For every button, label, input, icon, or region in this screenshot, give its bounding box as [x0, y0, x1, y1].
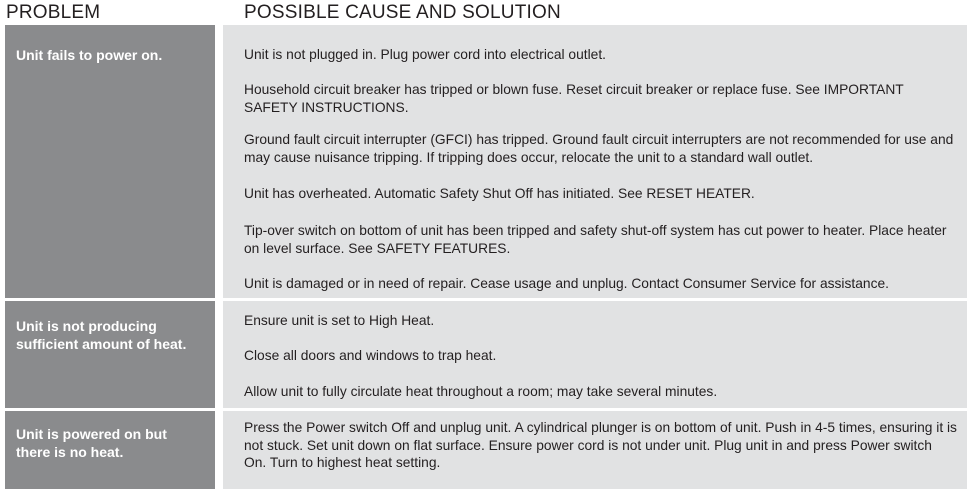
troubleshooting-row	[5, 25, 967, 298]
solution-item: Unit is not plugged in. Plug power cord into electrical outlet.	[244, 47, 606, 62]
solution-item: Ensure unit is set to High Heat.	[244, 313, 435, 328]
solution-item: Household circuit breaker has tripped or blown fuse. Reset circuit breaker or replace fuse. See IMPORTANT SAFETY INSTRUCTIONS.	[244, 82, 904, 115]
problem-cell: Unit is not producing sufficient amount of heat.	[5, 301, 215, 408]
troubleshooting-row	[5, 411, 967, 489]
solution-item: Allow unit to fully circulate heat throughout a room; may take several minutes.	[244, 384, 718, 399]
solution-cell	[223, 301, 967, 408]
solution-item: Tip-over switch on bottom of unit has been tripped and safety shut-off system has cut power to heater. Place heater on level surface. See SAFETY FEATURES.	[244, 223, 947, 256]
solution-item: Close all doors and windows to trap heat.	[244, 348, 497, 363]
solution-cell	[223, 411, 967, 489]
solution-item: Unit is damaged or in need of repair. Cease usage and unplug. Contact Consumer Service for assistance.	[244, 276, 889, 291]
problem-cell: Unit is powered on but there is no heat.	[5, 411, 215, 489]
problem-cell: Unit fails to power on.	[5, 25, 215, 298]
solution-item: Press the Power switch Off and unplug unit. A cylindrical plunger is on bottom of unit. Push in 4-5 times, ensuring it is not stuck. Set unit down on flat surface. Ensure power cord is not under unit. Plug unit in and press Power switch On. Turn to highest heat setting.	[244, 420, 957, 470]
solution-item: Unit has overheated. Automatic Safety Shut Off has initiated. See RESET HEATER.	[244, 186, 755, 201]
solution-item: Ground fault circuit interrupter (GFCI) has tripped. Ground fault circuit interrupters are not recommended for use and may cause nuisance tripping. If tripping does occur, relocate the unit to a standard wall outlet.	[244, 132, 954, 165]
troubleshooting-row	[5, 301, 967, 408]
problem-column-header: PROBLEM	[6, 2, 101, 23]
solution-cell	[223, 25, 967, 298]
cause-column-header: POSSIBLE CAUSE AND SOLUTION	[244, 2, 561, 23]
